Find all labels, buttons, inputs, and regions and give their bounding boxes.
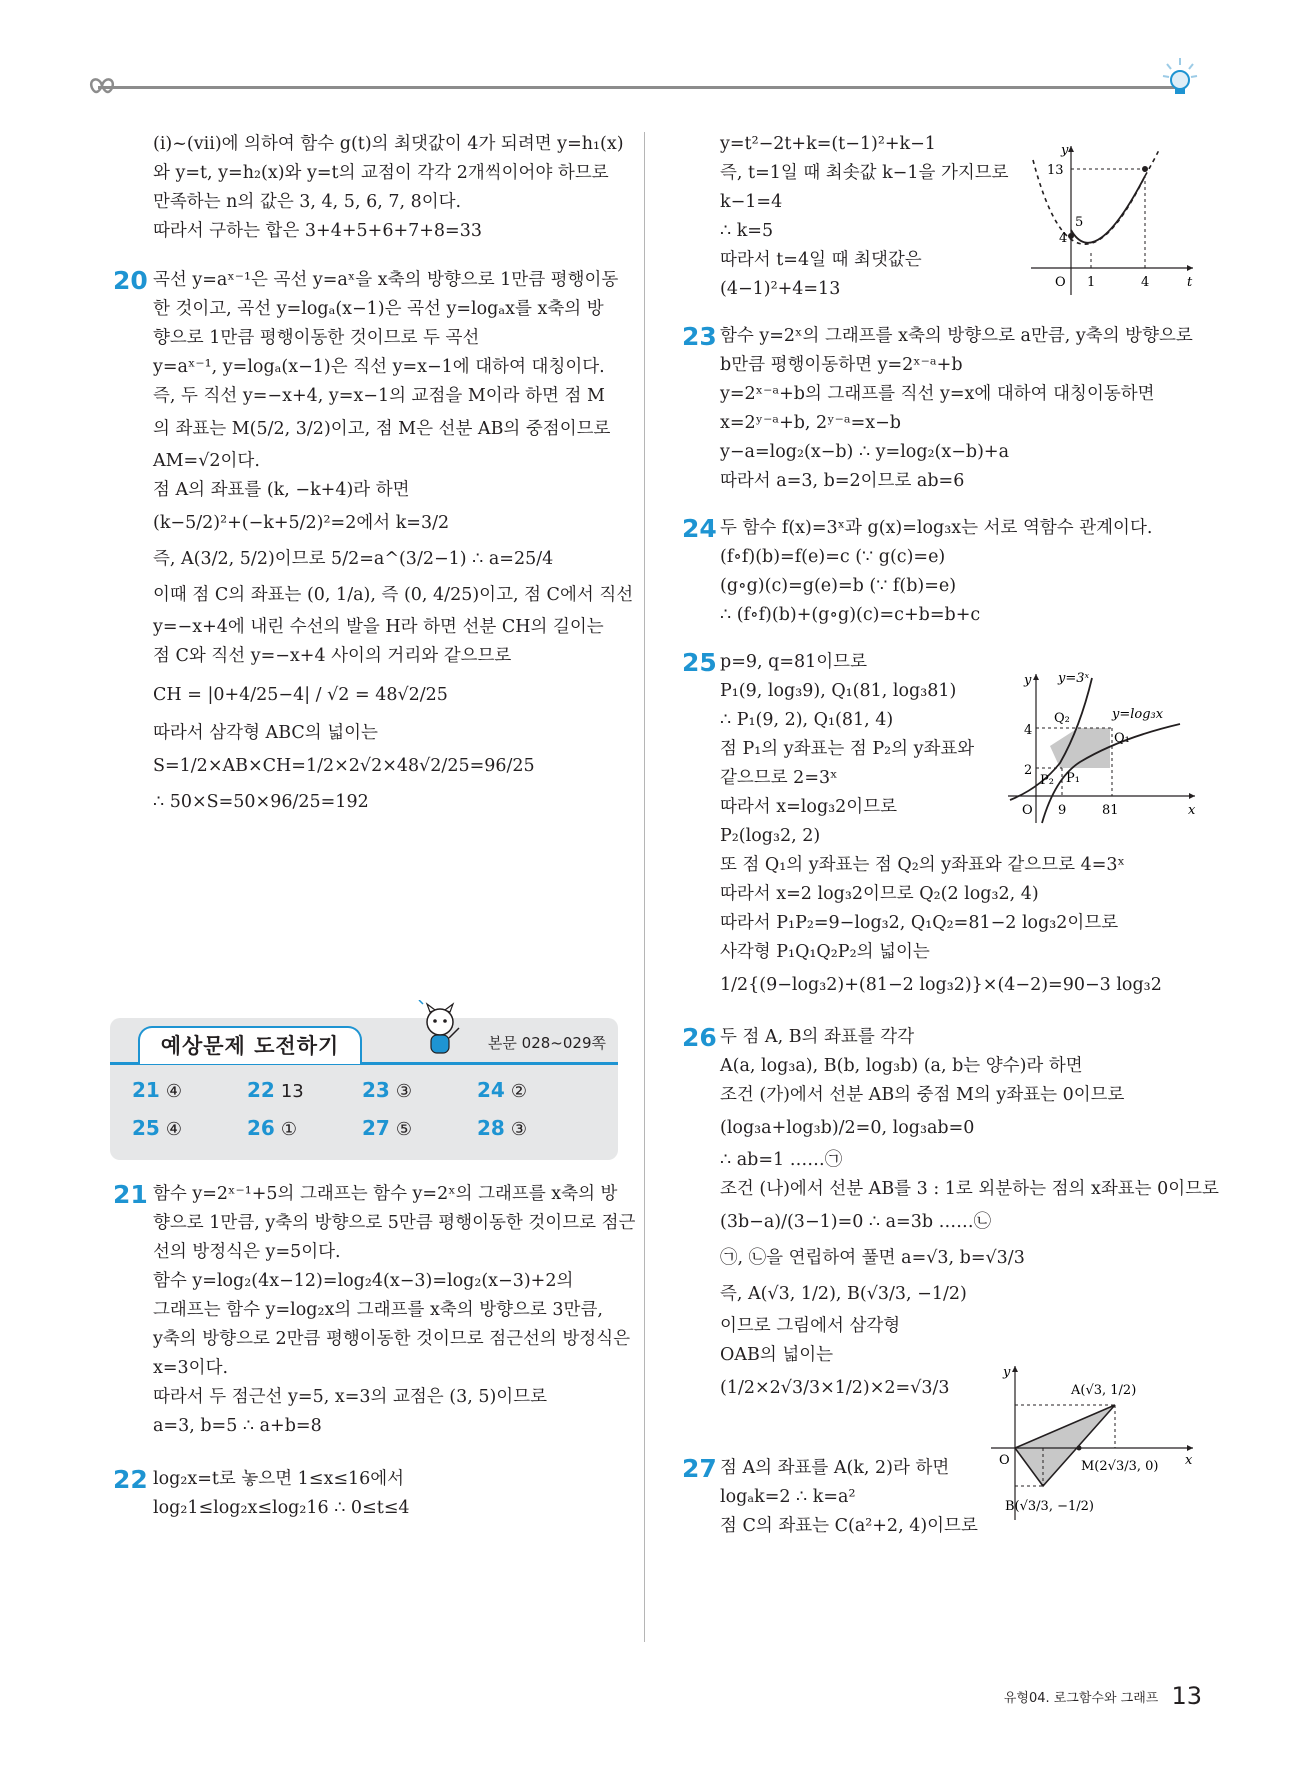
text-line: 점 C의 좌표는 C(a²+2, 4)이므로 [720,1516,978,1536]
y-label: y [1003,1365,1011,1380]
text-line: x=3이다. [153,1358,229,1378]
answer-item: 24 ② [477,1078,527,1102]
exp-log-graph [1000,668,1200,828]
answer-item: 21 ④ [132,1078,182,1102]
ribbon-knot-icon [86,72,122,102]
tick-4: 4 [1024,723,1033,738]
text-line: 즉, A(√3, 1/2), B(√3/3, −1/2) [720,1284,967,1304]
text-line: 그래프는 함수 y=log₂x의 그래프를 x축의 방향으로 3만큼, [153,1300,603,1320]
answer-item: 26 ① [247,1116,297,1140]
tick-2: 2 [1024,763,1033,778]
text-line: log₂1≤log₂x≤log₂16 ∴ 0≤t≤4 [153,1498,410,1518]
text-line: 따라서 구하는 합은 3+4+5+6+7+8=33 [153,221,482,241]
text-line: 조건 (가)에서 선분 AB의 중점 M의 y좌표는 0이므로 [720,1085,1125,1105]
text-line: b만큼 평행이동하면 y=2ˣ⁻ᵃ+b [720,355,963,375]
text-line: 함수 y=log₂(4x−12)=log₂4(x−3)=log₂(x−3)+2의 [153,1271,574,1291]
tick-4-y: 4 [1059,231,1068,246]
text-line: p=9, q=81이므로 [720,652,867,672]
text-line: y=2ˣ⁻ᵃ+b의 그래프를 직선 y=x에 대하여 대칭이동하면 [720,384,1155,404]
text-line: 조건 (나)에서 선분 AB를 3 : 1로 외분하는 점의 x좌표는 0이므로 [720,1179,1219,1199]
chapter-title: 유형04. 로그함수와 그래프 [1003,1690,1159,1706]
point-p1-label: P₁ [1066,771,1080,786]
text-line: (3b−a)/(3−1)=0 ∴ a=3b ……㉡ [720,1212,992,1232]
page-reference: 본문 028~029쪽 [487,1034,606,1052]
text-line: (4−1)²+4=13 [720,279,841,299]
text-line: 함수 y=2ˣ의 그래프를 x축의 방향으로 a만큼, y축의 방향으로 [720,326,1193,346]
text-line: 따라서 P₁P₂=9−log₃2, Q₁Q₂=81−2 log₃2이므로 [720,913,1119,933]
text-line: 한 것이고, 곡선 y=logₐ(x−1)은 곡선 y=logₐx를 x축의 방 [153,299,604,319]
origin-label: O [1055,275,1066,290]
exp-curve-label: y=3ˣ [1058,671,1090,686]
text-line: 이때 점 C의 좌표는 (0, 1/a), 즉 (0, 4/25)이고, 점 C에서 직선 [153,585,634,605]
point-q1-label: Q₁ [1114,731,1130,746]
point-a-label: A(√3, 1/2) [1071,1383,1137,1398]
text-line: 함수 y=2ˣ⁻¹+5의 그래프는 함수 y=2ˣ의 그래프를 x축의 방 [153,1184,618,1204]
text-line: y−a=log₂(x−b) ∴ y=log₂(x−b)+a [720,442,1010,462]
y-label: y [1024,673,1032,688]
problem-number: 24 [682,514,717,543]
text-line: y축의 방향으로 2만큼 평행이동한 것이므로 점근선의 방정식은 [153,1329,631,1349]
page-footer [1004,1682,1202,1710]
page-number: 13 [1171,1682,1202,1710]
text-line: A(a, log₃a), B(b, log₃b) (a, b는 양수)라 하면 [720,1056,1083,1076]
solution-20 [113,266,634,820]
text-line: P₁(9, log₃9), Q₁(81, log₃81) [720,681,957,701]
origin-label: O [999,1453,1010,1468]
x-label: x [1185,1453,1193,1468]
text-line: S=1/2×AB×CH=1/2×2√2×48√2/25=96/25 [153,756,535,776]
tick-5: 5 [1075,215,1084,230]
triangle-graph [985,1360,1200,1525]
origin-label: O [1022,803,1033,818]
text-line: ∴ (f∘f)(b)+(g∘g)(c)=c+b=b+c [720,605,981,625]
text-line: a=3, b=5 ∴ a+b=8 [153,1416,322,1436]
point-4 [1068,233,1074,239]
text-line: 두 점 A, B의 좌표를 각각 [720,1027,915,1047]
text-line: OAB의 넓이는 [720,1345,834,1365]
solution-22 [113,1465,623,1523]
answer-box [110,1018,618,1160]
solution-19-continued [113,130,623,246]
text-line: (1/2×2√3/3×1/2)×2=√3/3 [720,1378,950,1398]
text-line: 같으므로 2=3ˣ [720,768,838,788]
text-line: 곡선 y=aˣ⁻¹은 곡선 y=aˣ을 x축의 방향으로 1만큼 평행이동 [153,270,619,290]
tick-81: 81 [1102,803,1119,818]
header-rule [98,86,1178,89]
tick-4: 4 [1141,275,1150,290]
t-label: t [1187,275,1193,290]
text-line: 와 y=t, y=h₂(x)와 y=t의 교점이 각각 2개씩이어야 하므로 [153,163,609,183]
text-line: y=t²−2t+k=(t−1)²+k−1 [720,134,936,154]
text-line: y=−x+4에 내린 수선의 발을 H라 하면 선분 CH의 길이는 [153,617,604,637]
text-line: 향으로 1만큼, y축의 방향으로 5만큼 평행이동한 것이므로 점근 [153,1213,636,1233]
point-m [1077,1446,1082,1451]
answer-item: 22 13 [247,1078,304,1102]
text-line: 따라서 t=4일 때 최댓값은 [720,250,922,270]
mascot-icon [415,1000,465,1062]
right-column [682,130,1219,1541]
problem-number: 22 [113,1465,148,1494]
text-line: 점 C와 직선 y=−x+4 사이의 거리와 같으므로 [153,646,512,666]
problem-number: 26 [682,1023,717,1052]
point-q2-label: Q₂ [1054,711,1070,726]
answer-box-title: 예상문제 도전하기 [138,1026,362,1064]
problem-number: 20 [113,266,148,295]
point-13 [1142,166,1148,172]
answer-item: 23 ③ [362,1078,412,1102]
text-line: 점 P₁의 y좌표는 점 P₂의 y좌표와 [720,739,975,759]
problem-number: 23 [682,322,717,351]
text-line: ㉠, ㉡을 연립하여 풀면 a=√3, b=√3/3 [720,1248,1025,1268]
text-line: ∴ k=5 [720,221,774,241]
answer-item: 25 ④ [132,1116,182,1140]
text-line: 의 좌표는 M(5/2, 3/2)이고, 점 M은 선분 AB의 중점이므로 [153,419,611,439]
text-line: (f∘f)(b)=f(e)=c (∵ g(c)=e) [720,547,946,567]
problem-number: 21 [113,1180,148,1209]
text-line: 따라서 x=log₃2이므로 [720,797,898,817]
solution-21 [113,1180,636,1441]
text-line: x=2ʸ⁻ᵃ+b, 2ʸ⁻ᵃ=x−b [720,413,901,433]
x-label: x [1188,803,1196,818]
text-line: (g∘g)(c)=g(e)=b (∵ f(b)=e) [720,576,957,596]
solution-24 [682,514,1202,630]
tick-1: 1 [1087,275,1096,290]
text-line: k−1=4 [720,192,783,212]
left-column [113,130,634,820]
text-line: 따라서 x=2 log₃2이므로 Q₂(2 log₃2, 4) [720,884,1039,904]
text-line: 선의 방정식은 y=5이다. [153,1242,341,1262]
text-line: CH = |0+4/25−4| / √2 = 48√2/25 [153,685,448,705]
text-line: 즉, A(3/2, 5/2)이므로 5/2=a^(3/2−1) ∴ a=25/4 [153,549,554,569]
text-line: 이므로 그림에서 삼각형 [720,1316,901,1336]
solution-26 [682,1023,1219,1406]
text-line: 1/2{(9−log₃2)+(81−2 log₃2)}×(4−2)=90−3 log₃2 [720,975,1162,995]
problem-number: 25 [682,648,717,677]
text-line: 즉, t=1일 때 최솟값 k−1을 가지므로 [720,163,1009,183]
text-line: 따라서 두 점근선 y=5, x=3의 교점은 (3, 5)이므로 [153,1387,548,1407]
tick-9: 9 [1058,803,1067,818]
text-line: (k−5/2)²+(−k+5/2)²=2에서 k=3/2 [153,513,450,533]
text-line: logₐk=2 ∴ k=a² [720,1487,856,1507]
parabola-segment [1071,176,1145,243]
text-line: (ⅰ)~(ⅶ)에 의하여 함수 g(t)의 최댓값이 4가 되려면 y=h₁(x) [153,134,624,154]
text-line: 향으로 1만큼 평행이동한 것이므로 두 곡선 [153,328,480,348]
answer-item: 27 ⑤ [362,1116,412,1140]
parabola-graph [1025,140,1200,300]
lightbulb-icon [1160,54,1200,98]
text-line: 점 A의 좌표를 (k, −k+4)라 하면 [153,480,410,500]
text-line: AM=√2이다. [153,451,260,471]
text-line: ∴ P₁(9, 2), Q₁(81, 4) [720,710,894,730]
text-line: 두 함수 f(x)=3ˣ과 g(x)=log₃x는 서로 역함수 관계이다. [720,518,1153,538]
point-m-label: M(2√3/3, 0) [1081,1459,1159,1474]
text-line: 만족하는 n의 값은 3, 4, 5, 6, 7, 8이다. [153,192,462,212]
text-line: ∴ ab=1 ……㉠ [720,1150,843,1170]
text-line: 따라서 삼각형 ABC의 넓이는 [153,723,378,743]
text-line: ∴ 50×S=50×96/25=192 [153,792,369,812]
text-line: 또 점 Q₁의 y좌표는 점 Q₂의 y좌표와 같으므로 4=3ˣ [720,855,1125,875]
problem-number: 27 [682,1454,717,1483]
text-line: P₂(log₃2, 2) [720,826,821,846]
point-b-label: B(√3/3, −1/2) [1005,1499,1094,1514]
text-line: (log₃a+log₃b)/2=0, log₃ab=0 [720,1118,975,1138]
column-divider [644,132,645,1642]
solution-23 [682,322,1202,496]
log-curve-label: y=log₃x [1112,707,1164,722]
text-line: 따라서 a=3, b=2이므로 ab=6 [720,471,965,491]
text-line: 사각형 P₁Q₁Q₂P₂의 넓이는 [720,942,930,962]
text-line: 즉, 두 직선 y=−x+4, y=x−1의 교점을 M이라 하면 점 M [153,386,605,406]
point-p2-label: P₂ [1040,773,1054,788]
text-line: y=aˣ⁻¹, y=logₐ(x−1)은 직선 y=x−1에 대하여 대칭이다. [153,357,605,377]
y-label: y [1061,143,1069,158]
tick-13: 13 [1047,163,1064,178]
answer-item: 28 ③ [477,1116,527,1140]
left-column-lower [113,1180,636,1523]
text-line: log₂x=t로 놓으면 1≤x≤16에서 [153,1469,405,1489]
text-line: 점 A의 좌표를 A(k, 2)라 하면 [720,1458,950,1478]
answer-box-header [110,1018,618,1065]
